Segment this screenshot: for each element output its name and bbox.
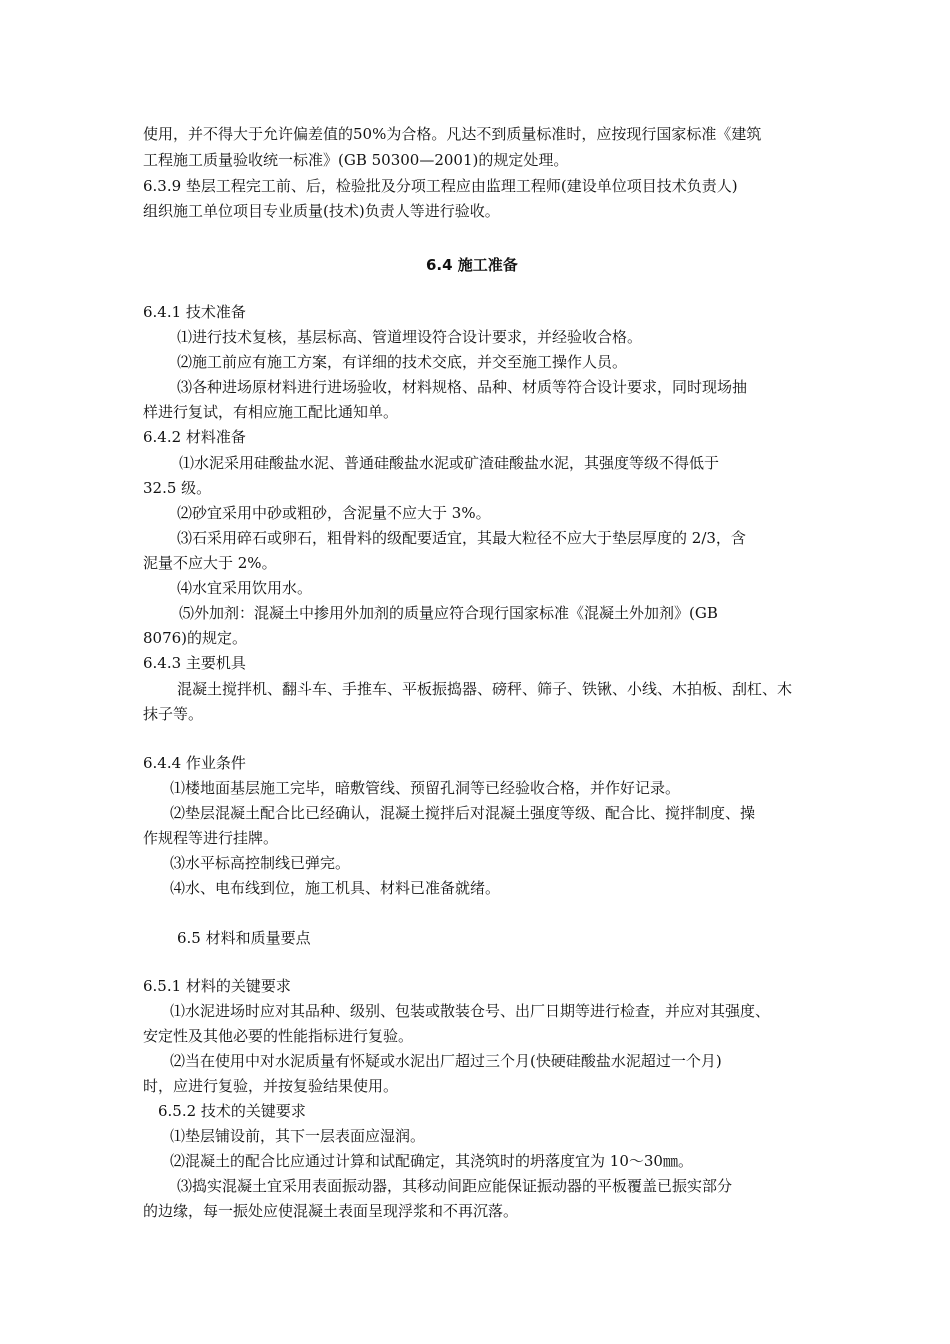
paragraph-line: 混凝土搅拌机、翻斗车、手推车、平板振捣器、磅秤、筛子、铁锹、小线、木拍板、刮杠、木 — [177, 680, 793, 698]
list-item: ⑷水、电布线到位，施工机具、材料已准备就绪。 — [170, 879, 501, 897]
list-item: ⑷水宜采用饮用水。 — [177, 579, 313, 597]
list-item: ⑴进行技术复核，基层标高、管道埋设符合设计要求，并经验收合格。 — [177, 328, 643, 346]
paragraph-line: 样进行复试，有相应施工配比通知单。 — [143, 403, 399, 421]
subsection-heading: 6.4.4 作业条件 — [143, 754, 246, 772]
subsection-heading: 6.5.2 技术的关键要求 — [158, 1102, 306, 1120]
list-item: ⑵砂宜采用中砂或粗砂，含泥量不应大于 3%。 — [177, 504, 491, 522]
list-item: ⑶水平标高控制线已弹完。 — [170, 854, 351, 872]
list-item: ⑵垫层混凝土配合比已经确认，混凝土搅拌后对混凝土强度等级、配合比、搅拌制度、操 — [170, 804, 756, 822]
list-item: ⑶捣实混凝土宜采用表面振动器，其移动间距应能保证振动器的平板覆盖已振实部分 — [177, 1177, 733, 1195]
paragraph-line: 抹子等。 — [143, 705, 204, 723]
subsection-heading: 6.4.2 材料准备 — [143, 428, 246, 446]
paragraph-line: 作规程等进行挂牌。 — [143, 829, 279, 847]
list-item: ⑶石采用碎石或卵石，粗骨料的级配要适宜，其最大粒径不应大于垫层厚度的 2/3，含 — [177, 529, 746, 547]
paragraph-line: 的边缘，每一振处应使混凝土表面呈现浮浆和不再沉落。 — [143, 1202, 519, 1220]
paragraph-line: 组织施工单位项目专业质量(技术)负责人等进行验收。 — [143, 202, 500, 220]
list-item: ⑴楼地面基层施工完毕，暗敷管线、预留孔洞等已经验收合格，并作好记录。 — [170, 779, 681, 797]
paragraph-line: 8076)的规定。 — [143, 629, 248, 647]
paragraph-line: 安定性及其他必要的性能指标进行复验。 — [143, 1027, 414, 1045]
subsection-heading: 6.4.1 技术准备 — [143, 303, 246, 321]
subsection-heading: 6.4.3 主要机具 — [143, 654, 246, 672]
section-heading-6-4: 6.4 施工准备 — [426, 256, 518, 274]
subsection-heading: 6.5.1 材料的关键要求 — [143, 977, 291, 995]
paragraph-line: 工程施工质量验收统一标准》(GB 50300—2001)的规定处理。 — [143, 151, 569, 169]
paragraph-line: 使用，并不得大于允许偏差值的50%为合格。凡达不到质量标准时，应按现行国家标准《建筑 — [143, 125, 762, 143]
paragraph-line: 泥量不应大于 2%。 — [143, 554, 277, 572]
list-item: ⑶各种进场原材料进行进场验收，材料规格、品种、材质等符合设计要求，同时现场抽 — [177, 378, 748, 396]
list-item: ⑵施工前应有施工方案，有详细的技术交底，并交至施工操作人员。 — [177, 353, 628, 371]
list-item: ⑵当在使用中对水泥质量有怀疑或水泥出厂超过三个月(快硬硅酸盐水泥超过一个月) — [170, 1052, 722, 1070]
list-item: ⑴水泥采用硅酸盐水泥、普通硅酸盐水泥或矿渣硅酸盐水泥，其强度等级不得低于 — [179, 454, 720, 472]
paragraph-line: 32.5 级。 — [143, 479, 212, 497]
section-heading-6-5: 6.5 材料和质量要点 — [177, 929, 311, 947]
list-item: ⑴水泥进场时应对其品种、级别、包装或散装仓号、出厂日期等进行检查，并应对其强度、 — [170, 1002, 771, 1020]
list-item: ⑵混凝土的配合比应通过计算和试配确定，其浇筑时的坍落度宜为 10～30㎜。 — [170, 1152, 693, 1170]
list-item: ⑴垫层铺设前，其下一层表面应湿润。 — [170, 1127, 426, 1145]
list-item: ⑸外加剂：混凝土中掺用外加剂的质量应符合现行国家标准《混凝土外加剂》(GB — [179, 604, 718, 622]
paragraph-line: 6.3.9 垫层工程完工前、后，检验批及分项工程应由监理工程师(建设单位项目技术负责人) — [143, 177, 738, 195]
paragraph-line: 时，应进行复验，并按复验结果使用。 — [143, 1077, 399, 1095]
